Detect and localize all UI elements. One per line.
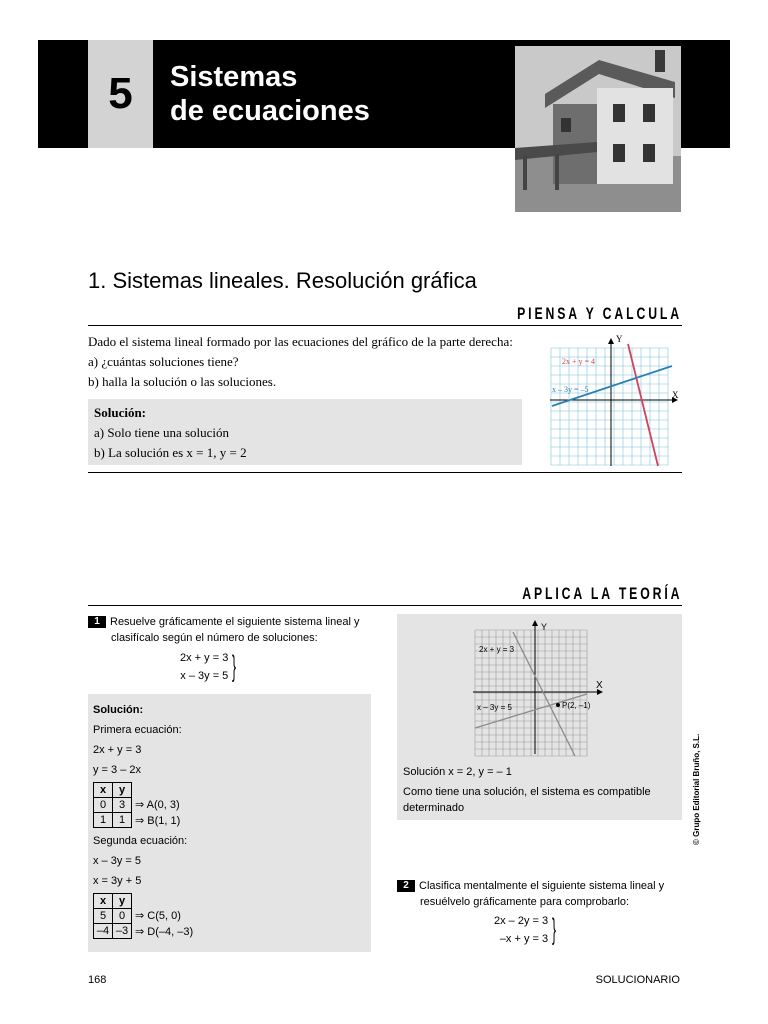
- point-d: ⇒ D(–4, –3): [135, 926, 194, 938]
- ex1-sys-eq1: 2x + y = 3: [180, 652, 229, 664]
- chapter-title-line2: de ecuaciones: [170, 95, 370, 127]
- piensa-question: [88, 332, 513, 392]
- copyright: © Grupo Editorial Bruño, S.L.: [692, 733, 701, 845]
- table-cell: 0: [113, 909, 132, 924]
- solution-b: b) La solución es x = 1, y = 2: [94, 445, 247, 460]
- y-axis-arrow: [532, 620, 538, 626]
- ex1-brace: }: [232, 650, 237, 683]
- chapter-title-line1: Sistemas: [170, 61, 298, 93]
- ex1-result-line3: determinado: [403, 802, 465, 814]
- ex1-sys-eq2: x – 3y = 5: [180, 670, 229, 682]
- y-label: Y: [616, 334, 623, 344]
- point-b: ⇒ B(1, 1): [135, 815, 181, 827]
- point-a: ⇒ A(0, 3): [135, 799, 180, 811]
- house-photo: [515, 46, 681, 212]
- x-label: X: [596, 680, 603, 691]
- ex1-solution-title: Solución:: [93, 704, 144, 716]
- piensa-label: PIENSA Y CALCULA: [517, 304, 682, 323]
- point-c: ⇒ C(5, 0): [135, 910, 181, 922]
- ex2-statement: [397, 878, 687, 910]
- first-eq2: y = 3 – 2x: [93, 764, 142, 776]
- table-cell: 0: [94, 798, 113, 813]
- first-eq1: 2x + y = 3: [93, 744, 142, 756]
- ex2-statement-line2: resuélvelo gráficamente para comprobarlo:: [420, 896, 630, 908]
- ex1-system: [180, 649, 239, 685]
- question-a: a) ¿cuántas soluciones tiene?: [88, 354, 239, 369]
- table-cell: 1: [94, 813, 113, 828]
- first-eq-label: Primera ecuación:: [93, 724, 182, 736]
- ex2-number: 2: [397, 880, 415, 892]
- question-line: Dado el sistema lineal formado por las ecuaciones del gráfico de la parte derecha:: [88, 334, 513, 349]
- ex1-solution-box: [88, 694, 371, 952]
- table-second-eq: [93, 893, 132, 939]
- table-head-x: x: [94, 894, 113, 909]
- y-axis-arrow: [608, 338, 614, 344]
- point-label: P(2, –1): [562, 701, 591, 710]
- line-eq1: [628, 344, 658, 466]
- ex1-result-line2: Como tiene una solución, el sistema es compatible: [403, 786, 651, 798]
- piensa-solution-box: [88, 399, 522, 465]
- ex2-sys-eq1: 2x – 2y = 3: [494, 915, 549, 927]
- footer-label: SOLUCIONARIO: [595, 974, 680, 986]
- ex2-sys-eq2: –x + y = 3: [499, 933, 549, 945]
- second-eq1: x – 3y = 5: [93, 855, 142, 867]
- solution-a: a) Solo tiene una solución: [94, 425, 230, 440]
- chapter-title: [170, 60, 370, 128]
- ex1-statement-line1: Resuelve gráficamente el siguiente sistema lineal y: [110, 616, 360, 628]
- ex1-graph-panel: [397, 614, 682, 820]
- table-cell: 1: [113, 813, 132, 828]
- question-b: b) halla la solución o las soluciones.: [88, 374, 277, 389]
- second-eq-label: Segunda ecuación:: [93, 835, 188, 847]
- chapter-number: 5: [88, 40, 153, 148]
- page-number: 168: [88, 974, 107, 986]
- piensa-bottom-rule: [88, 472, 682, 473]
- ex1-graph: [397, 614, 682, 764]
- solution-title: Solución:: [94, 405, 147, 420]
- eq1-label: 2x + y = 4: [562, 357, 596, 366]
- ex2-brace: }: [552, 913, 557, 946]
- y-label: Y: [541, 622, 548, 632]
- table-first-eq: [93, 782, 132, 828]
- ex2-system: [494, 912, 559, 948]
- ex1-statement: [88, 614, 388, 646]
- x-label: X: [672, 390, 679, 400]
- ex1-number: 1: [88, 616, 106, 628]
- table-head-x: x: [94, 783, 113, 798]
- ex2-statement-line1: Clasifica mentalmente el siguiente sistema lineal y: [419, 880, 665, 892]
- ex1-result: Solución x = 2, y = – 1: [403, 766, 512, 778]
- eq2-label: x – 3y = 5: [477, 703, 512, 712]
- table-cell: 3: [113, 798, 132, 813]
- table-head-y: y: [113, 783, 132, 798]
- table-cell: –4: [94, 924, 113, 939]
- piensa-graph: [548, 334, 682, 468]
- aplica-rule: [88, 605, 682, 606]
- table-head-y: y: [113, 894, 132, 909]
- table-cell: 5: [94, 909, 113, 924]
- second-eq2: x = 3y + 5: [93, 875, 142, 887]
- eq1-label: 2x + y = 3: [479, 645, 515, 654]
- eq2-label: x – 3y = –5: [552, 385, 589, 394]
- ex1-statement-line2: clasifícalo según el número de soluciones:: [111, 632, 318, 644]
- section-title: 1. Sistemas lineales. Resolución gráfica: [88, 268, 477, 293]
- intersection-point: [556, 703, 560, 707]
- piensa-rule: [88, 325, 682, 326]
- aplica-label: APLICA LA TEORÍA: [521, 584, 682, 603]
- table-cell: –3: [113, 924, 132, 939]
